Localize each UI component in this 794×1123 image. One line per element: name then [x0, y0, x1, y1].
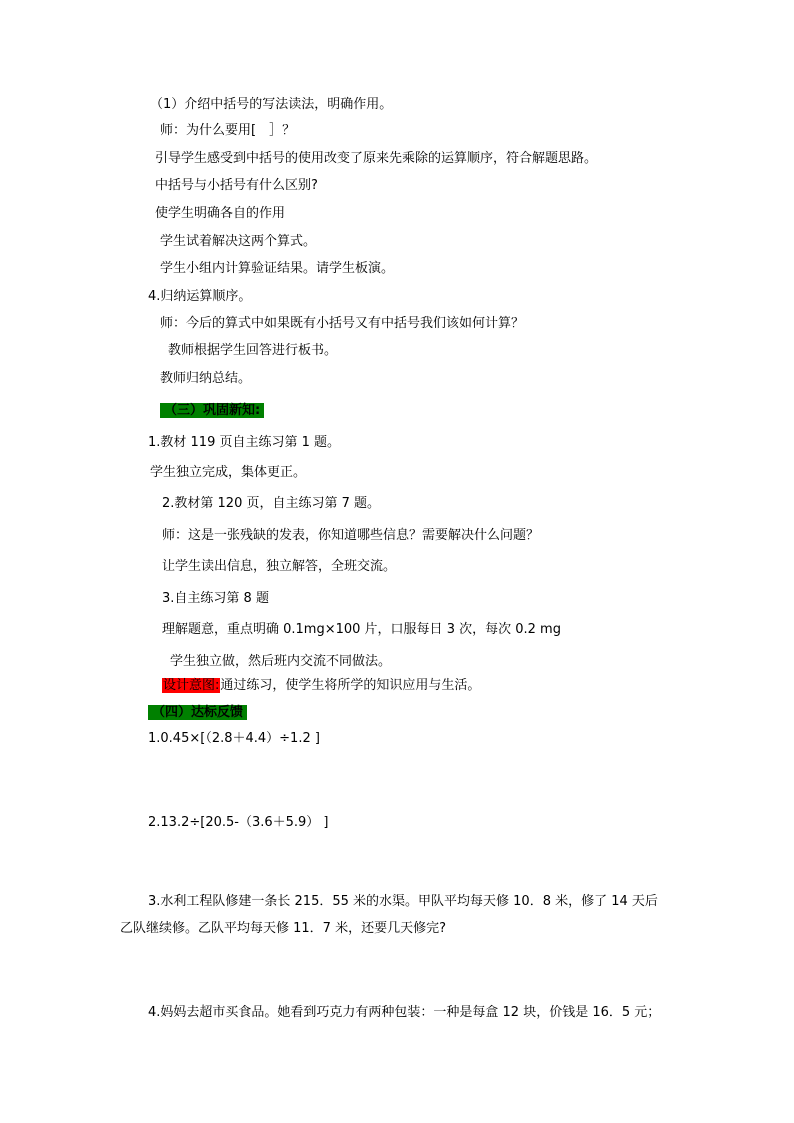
text-line: 教师归纳总结。 — [160, 371, 252, 386]
design-intent-text: 通过练习，使学生将所学的知识应用与生活。 — [220, 678, 481, 693]
text-line: 4.归纳运算顺序。 — [148, 289, 252, 304]
text-line: 学生独立做，然后班内交流不同做法。 — [170, 654, 392, 669]
section-heading — [148, 704, 247, 722]
text-line: 3.自主练习第 8 题 — [162, 591, 269, 606]
exercise-1: 1.0.45×[（2.8＋4.4）÷1.2 ] — [148, 731, 320, 746]
text-line: 中括号与小括号有什么区别? — [155, 178, 318, 193]
text-line: 2.教材第 120 页，自主练习第 7 题。 — [162, 496, 381, 511]
exercise-3-continued: 乙队继续修。乙队平均每天修 11．7 米，还要几天修完? — [120, 921, 446, 936]
text-line: 师：今后的算式中如果既有小括号又有中括号我们该如何计算？ — [160, 316, 525, 331]
section-heading-text: （三）巩固新知: — [160, 403, 264, 418]
text-line: 理解题意，重点明确 0.1mg×100 片，口服每日 3 次，每次 0.2 mg — [162, 622, 561, 637]
text-line: 师：这是一张残缺的发表，你知道哪些信息？需要解决什么问题？ — [162, 528, 540, 543]
text-line: 引导学生感受到中括号的使用改变了原来先乘除的运算顺序，符合解题思路。 — [155, 151, 598, 166]
section-heading-text: （四）达标反馈 — [148, 705, 247, 720]
exercise-2: 2.13.2÷[20.5-（3.6＋5.9） ] — [148, 815, 329, 830]
text-line: 教师根据学生回答进行板书。 — [168, 343, 338, 358]
exercise-4: 4.妈妈去超市买食品。她看到巧克力有两种包装：一种是每盒 12 块，价钱是 16．5 元； — [148, 1005, 661, 1020]
exercise-3: 3.水利工程队修建一条长 215．55 米的水渠。甲队平均每天修 10．8 米，修了 14 天后 — [148, 894, 658, 909]
text-line: 师：为什么要用[ ］？ — [160, 123, 296, 138]
text-line: 学生试着解决这两个算式。 — [160, 234, 317, 249]
text-line: （1）介绍中括号的写法读法，明确作用。 — [150, 97, 393, 112]
text-line: 让学生读出信息，独立解答，全班交流。 — [162, 559, 397, 574]
section-heading — [160, 402, 264, 420]
text-line: 使学生明确各自的作用 — [155, 206, 286, 221]
text-line: 1.教材 119 页自主练习第 1 题。 — [148, 435, 341, 450]
design-intent-line — [162, 677, 480, 695]
text-line: 学生小组内计算验证结果。请学生板演。 — [160, 261, 395, 276]
text-line: 学生独立完成，集体更正。 — [150, 465, 307, 480]
design-intent-label: 设计意图: — [163, 678, 220, 693]
